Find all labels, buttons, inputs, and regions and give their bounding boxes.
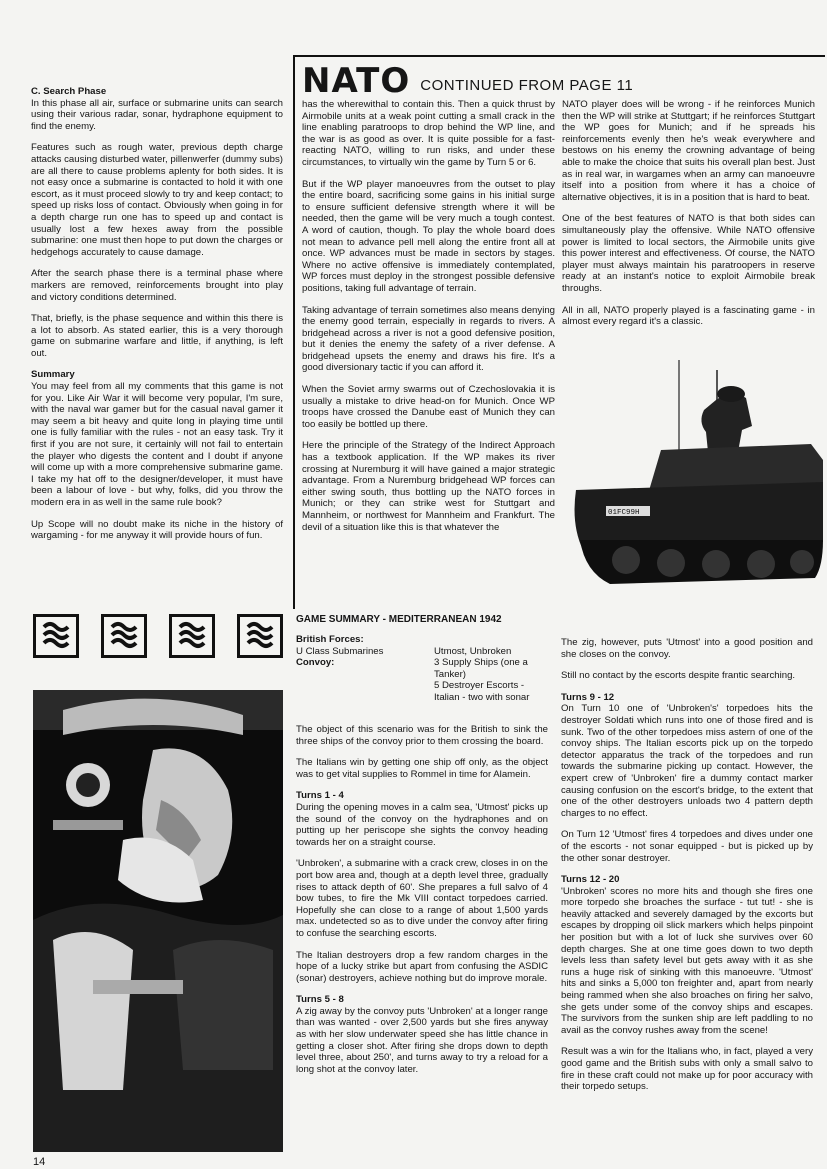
paragraph-text: All in all, NATO properly played is a fascinating game - in almost every regard it's a classic. (562, 304, 815, 328)
british-unit-row (296, 646, 548, 658)
nato-logo: NATO (302, 61, 411, 101)
nato-column-1 (302, 99, 555, 543)
paragraph-text: On Turn 12 'Utmost' fires 4 torpedoes and dives under one of the escorts - not sonar equipped - but is picked up by the other sonar destroyer. (561, 829, 813, 864)
paragraph-text: After the search phase there is a terminal phase where markers are removed, reinforcements brought into play and victory conditions determined. (31, 268, 283, 303)
game-summary-column-1 (296, 724, 548, 1085)
convoy-label: Convoy: (296, 657, 335, 669)
tank-plate-text: 01FC99H (608, 509, 640, 517)
paragraph (31, 142, 283, 258)
paragraph-text: has the wherewithal to contain this. Then a quick thrust by Airmobile units at a weak point cutting a small crack in the line enabling paratroops to drop behind the WP line, and the war is as good as over. It is quite possible for a fast-reacting NATO, willing to run risks, and under these circumstances, to virtually win the game by Turn 5 or 6. (302, 99, 555, 168)
paragraph-text: NATO player does will be wrong - if he reinforces Munich then the WP will strike at Stuttgart; if he reinforces Stuttgart the WP goes for Munich; and if he spreads his reinforcements evenly then he's weak everywhere and bestows on his enemy the crowning advantage of being able to make the choice that suits his overall plan best. Just as in real war, in wargames when an army can manoeuvre itself into a position from where it has a choice of alternative objectives, it is in a position that is hard to beat. (562, 99, 815, 203)
paragraph-text: You may feel from all my comments that this game is not for you. Like Air War it will become very popular, I'm sure, with the naval war gamer but for the casual naval gamer it may seem a bit heavy and quite long in playing time until one is fully familiar with the rules - not an easy task. Try it first if you are not sure, it certainly will not fail to entertain the player who digests the content and I doubt if anyone will come up with a more comprehensive submarine game. I take my hat off to the designer/developer, it must have been a labour of love - but why, folks, did you throw the modern era in as well in the same rule book? (31, 381, 283, 508)
british-unit: U Class Submarines (296, 645, 384, 657)
wave-logo-icon (169, 614, 215, 658)
paragraph (296, 757, 548, 780)
section-heading: Turns 12 - 20 (561, 874, 620, 886)
paragraph-text: During the opening moves in a calm sea, 'Utmost' picks up the sound of the convoy on the hydraphones and on putting up her periscope she sights the convoy heading towards her on a straight course. (296, 801, 548, 848)
paragraph-text: But if the WP player manoeuvres from the outset to play the entire board, sacrificing some gains in his initial surge to ensure sufficient defensive strength where it will be needed, then the game will be very much a tough contest. A word of caution, though. To play the whole board does not mean to advance pell mell along the entire front all at once. WP advances must be made in sectors by stages. Where no active offensive is immediately contemplated, WP forces must deploy in the strongest possible defensive positions, taking full advantage of terrain. (302, 178, 555, 294)
game-summary-column-2 (561, 637, 813, 1103)
paragraph-text: 'Unbroken' scores no more hits and though she fires one more torpedo she broaches the surface - tut tut! - she is heavily attacked and severely damaged by the excorts but escapes by dropping oil slick markers which helps pinpoint her position but with a lot of luck she survives over 60 depth charges. She at one time goes down to two depth levels less than safety level but gets away with it as she runs a huge risk of sinking with this manoeuvre. 'Utmost' hits and sinks a 5,000 ton freighter and, apart from nearly being rammed when she also broaches on firing her salvo, she gets under some of the convoy ships and escapes. The survivors from the sunken ship are left paddling to no avail as the convoy rushes away from the scene! (561, 885, 813, 1036)
section-heading: Turns 5 - 8 (296, 994, 344, 1006)
continued-label: CONTINUED FROM PAGE 11 (420, 77, 634, 94)
paragraph (296, 790, 548, 848)
paragraph (562, 99, 815, 203)
nato-column-2 (562, 99, 815, 338)
paragraph (302, 384, 555, 430)
paragraph (296, 994, 548, 1075)
paragraph-text: Up Scope will no doubt make its niche in the history of wargaming - for me anyway it will provide hours of fun. (31, 518, 283, 542)
paragraph-text: The Italians win by getting one ship off only, as the object was to get vital supplies to Rommel in time for Alamein. (296, 757, 548, 780)
paragraph-text: One of the best features of NATO is that both sides can simultaneously play the offensive. While NATO offensive power is limited to local sectors, the Airmobile units give this power interest and effectiveness. Of course, the NATO player must always maintain his paratroopers in reserve ready at an instant's notice to exploit Airmobile break throughs. (562, 213, 815, 294)
submariner-photo (33, 690, 283, 1152)
paragraph-text: Here the principle of the Strategy of the Indirect Approach has a textbook application. If the WP makes its river crossing at Nuremburg it will have gained a major strategic advantage. From a Nuremburg bridgehead WP forces can either swing south, thus bottling up the NATO forces in Munich; or they can strike west for Stuttgart and Mannheim, or northwest for Mannheim and Frankfurt. The devil of a situation like this is that whatever the (302, 440, 555, 533)
game-summary-title: GAME SUMMARY - MEDITERRANEAN 1942 (296, 614, 502, 625)
nato-header (302, 61, 634, 101)
section-heading: Summary (31, 369, 75, 381)
section-heading: C. Search Phase (31, 86, 107, 97)
forces-table (296, 634, 548, 704)
left-article-column (31, 86, 283, 552)
rating-icons-row (33, 614, 283, 660)
wave-logo-icon (33, 614, 79, 658)
british-forces-label: British Forces: (296, 634, 364, 645)
paragraph (561, 637, 813, 660)
british-names: Utmost, Unbroken (434, 645, 512, 657)
paragraph (31, 519, 283, 542)
paragraph (561, 829, 813, 864)
paragraph-text: Features such as rough water, previous depth charge attacks causing disturbed water, pillenwerfer (dummy subs) are all there to cause problems aplenty for both sides. It is not easy once a submarine is contacted to hold it with one escort, as it must proceed slowly to try and keep contact; to speed up risks loss of contact. Obviously when going in for a depth charge run one has to speed up and contact is usually lost a few hexes away from the possible submarine: one must then hope to put down the charges or hedgehogs accurately to cause damage. (31, 142, 283, 258)
paragraph-text: In this phase all air, surface or submarine units can search using their various radar, sonar, hydraphone equipment to find the enemy. (31, 97, 283, 132)
paragraph (561, 692, 813, 820)
paragraph (296, 950, 548, 985)
paragraph (561, 670, 813, 682)
paragraph (562, 305, 815, 328)
convoy-row (296, 657, 548, 703)
paragraph (561, 1046, 813, 1092)
convoy-desc: 3 Supply Ships (one a Tanker) 5 Destroyer Escorts - Italian - two with sonar (434, 657, 530, 703)
wave-logo-icon (101, 614, 147, 658)
paragraph (296, 858, 548, 939)
paragraph (31, 313, 283, 359)
british-forces-row (296, 634, 548, 646)
paragraph (31, 86, 283, 132)
paragraph-text: A zig away by the convoy puts 'Unbroken' at a longer range than was wanted - over 2,500 yards but she fires anyway as with her slow underwater speed she has little chance in getting a closer shot. After firing she drops down to depth level three, about 250', and turns away to try a reload for a long shot at the convoy later. (296, 1005, 548, 1075)
paragraph-text: The zig, however, puts 'Utmost' into a good position and she closes on the convoy. (561, 637, 813, 660)
paragraph-text: When the Soviet army swarms out of Czechoslovakia it is usually a mistake to drive head-on for Munich. Once WP troops have crossed the Danube east of Munich they can too easily be bottled up there. (302, 384, 555, 430)
paragraph (561, 874, 813, 1036)
paragraph (302, 440, 555, 533)
paragraph-text: The Italian destroyers drop a few random charges in the hope of a lucky strike but apart from confusing the ASDIC (sonar) destroyers, achieve nothing but do improve morale. (296, 949, 548, 984)
paragraph-text: Result was a win for the Italians who, in fact, played a very good game and the British subs with only a small salvo to fire in these craft could not make up for poor accuracy with their torpedo setups. (561, 1046, 813, 1093)
paragraph (302, 179, 555, 295)
paragraph (31, 369, 283, 508)
tank-photo (566, 360, 823, 596)
page-number: 14 (33, 1156, 46, 1168)
paragraph (562, 213, 815, 294)
section-heading: Turns 9 - 12 (561, 691, 615, 703)
section-heading: Turns 1 - 4 (296, 790, 344, 802)
wave-logo-icon (237, 614, 283, 658)
paragraph-text: Still no contact by the escorts despite frantic searching. (561, 670, 796, 682)
paragraph (31, 268, 283, 303)
paragraph-text: The object of this scenario was for the British to sink the three ships of the convoy prior to them crossing the board. (296, 724, 548, 747)
paragraph-text: That, briefly, is the phase sequence and within this there is a lot to absorb. As stated earlier, this is a very thorough game on submarine warfare and little, if anything, is left out. (31, 313, 283, 359)
paragraph (302, 99, 555, 169)
paragraph-text: 'Unbroken', a submarine with a crack crew, closes in on the port bow area and, though at a depth level three, gradually rises to attack depth of 60'. She prepares a full salvo of 4 bow tubes, to fire the Mk VIII contact torpedoes carried. Hopefully she can close to a range of about 1,500 yards max. undetected so as to dive under the convoy after firing to confuse the searching escorts. (296, 858, 548, 939)
paragraph-text: On Turn 10 one of 'Unbroken's' torpedoes hits the destroyer Soldati which runs into one of those fired and is sunk. Two of the other torpedoes miss astern of one of the convoy ships. The Italian escorts pick up on the torpedo detector apparatus the track of the torpedoes and run towards the submarine picking up contact. However, the expert crew of 'Unbroken' fire a dummy contact marker causing confusion on the escort's bridge, to the extent that one of the other destroyers unloads two 4 pattern depth charges to no effect. (561, 703, 813, 819)
paragraph-text: Taking advantage of terrain sometimes also means denying the enemy good terrain, especially in regards to rivers. A bridgehead across a river is not a good defensive position, but it denies the enemy the safety of a river defense. A bridgehead upsets the enemy and draws his fire. It's a good diversionary tactic if you can afford it. (302, 304, 555, 374)
paragraph (296, 724, 548, 747)
paragraph (302, 305, 555, 375)
